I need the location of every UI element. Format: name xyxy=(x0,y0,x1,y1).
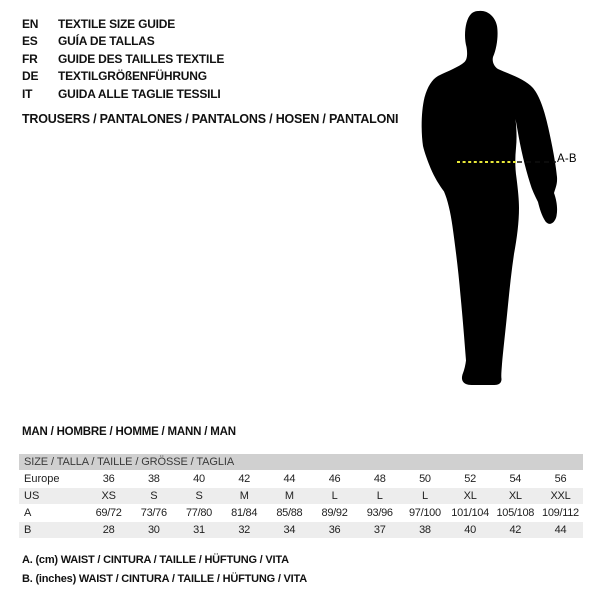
size-cell: XL xyxy=(508,490,522,502)
size-cell: XS xyxy=(101,490,116,502)
row-cells xyxy=(86,507,583,519)
size-cell: L xyxy=(331,490,338,502)
lang-row-it xyxy=(22,85,224,103)
size-cell: 42 xyxy=(238,473,250,485)
note-b: B. (inches) WAIST / CINTURA / TAILLE / HÜFTUNG / VITA xyxy=(22,573,307,585)
table-row-b-inches xyxy=(19,522,583,538)
lang-label: TEXTILGRÖßENFÜHRUNG xyxy=(58,69,207,84)
lang-code: DE xyxy=(22,69,39,84)
row-cells xyxy=(86,490,583,502)
size-cell: 52 xyxy=(464,473,476,485)
size-cell: 37 xyxy=(373,524,386,536)
size-cell: S xyxy=(195,490,203,502)
size-cell: L xyxy=(421,490,428,502)
man-silhouette xyxy=(422,11,557,385)
size-cell: 42 xyxy=(509,524,522,536)
size-cell: M xyxy=(239,490,249,502)
size-cell: S xyxy=(150,490,158,502)
size-cell: 54 xyxy=(509,473,522,485)
size-cell: 32 xyxy=(238,524,250,536)
size-cell: 38 xyxy=(147,473,160,485)
size-cell: 73/76 xyxy=(140,507,167,519)
size-cell: 105/108 xyxy=(496,507,535,519)
measure-notes xyxy=(22,551,307,589)
garment-title: TROUSERS / PANTALONES / PANTALONS / HOSEN / PANTALONI xyxy=(22,112,399,126)
measure-label-ab: A-B xyxy=(557,153,577,165)
size-cell: 85/88 xyxy=(276,507,303,519)
table-row-europe xyxy=(19,471,583,487)
size-cell: 30 xyxy=(147,524,160,536)
lang-row-de xyxy=(22,68,224,86)
size-cell: 109/112 xyxy=(542,507,579,519)
lang-label: GUÍA DE TALLAS xyxy=(58,34,155,49)
row-label: B xyxy=(24,524,32,536)
lang-label: GUIDA ALLE TAGLIE TESSILI xyxy=(58,86,221,101)
size-cell: 36 xyxy=(102,473,115,485)
note-a: A. (cm) WAIST / CINTURA / TAILLE / HÜFTUNG / VITA xyxy=(22,554,289,566)
man-silhouette-svg xyxy=(405,0,600,410)
size-cell: L xyxy=(376,490,383,502)
size-cell: 50 xyxy=(419,473,431,485)
size-cell: 101/104 xyxy=(451,507,489,519)
size-cell: 69/72 xyxy=(95,507,122,519)
row-cells xyxy=(86,473,583,485)
size-cell: 93/96 xyxy=(366,507,393,519)
size-cell: 48 xyxy=(373,473,386,485)
size-cell: 56 xyxy=(554,473,567,485)
size-table-header: SIZE / TALLA / TAILLE / GRÖSSE / TAGLIA xyxy=(19,454,583,470)
size-cell: 34 xyxy=(283,524,296,536)
size-cell: XL xyxy=(463,490,477,502)
size-cell: 77/80 xyxy=(185,507,212,519)
size-cell: 40 xyxy=(193,473,205,485)
lang-code: EN xyxy=(22,16,39,31)
table-row-us xyxy=(19,488,583,504)
size-cell: 44 xyxy=(554,524,567,536)
lang-row-es xyxy=(22,33,224,51)
size-cell: M xyxy=(284,490,294,502)
lang-code: IT xyxy=(22,86,33,101)
row-label: US xyxy=(24,490,40,502)
size-cell: XXL xyxy=(550,490,571,502)
size-cell: 36 xyxy=(328,524,341,536)
lang-label: TEXTILE SIZE GUIDE xyxy=(58,16,176,31)
size-cell: 46 xyxy=(328,473,341,485)
size-cell: 81/84 xyxy=(231,507,258,519)
lang-row-en xyxy=(22,15,224,33)
size-cell: 44 xyxy=(283,473,296,485)
row-cells xyxy=(86,524,583,536)
lang-code: ES xyxy=(22,34,38,49)
figure-area xyxy=(405,0,600,410)
section-title-man: MAN / HOMBRE / HOMME / MANN / MAN xyxy=(22,426,236,438)
lang-code: FR xyxy=(22,51,38,66)
size-cell: 28 xyxy=(102,524,115,536)
size-cell: 40 xyxy=(464,524,476,536)
lang-label: GUIDE DES TAILLES TEXTILE xyxy=(58,51,225,66)
size-table xyxy=(19,454,583,539)
size-cell: 89/92 xyxy=(321,507,348,519)
size-cell: 97/100 xyxy=(408,507,441,519)
size-cell: 38 xyxy=(419,524,431,536)
size-cell: 31 xyxy=(193,524,205,536)
row-label: Europe xyxy=(24,473,60,485)
row-label: A xyxy=(24,507,32,519)
language-legend xyxy=(22,15,224,103)
table-row-a-cm xyxy=(19,505,583,521)
lang-row-fr xyxy=(22,50,224,68)
